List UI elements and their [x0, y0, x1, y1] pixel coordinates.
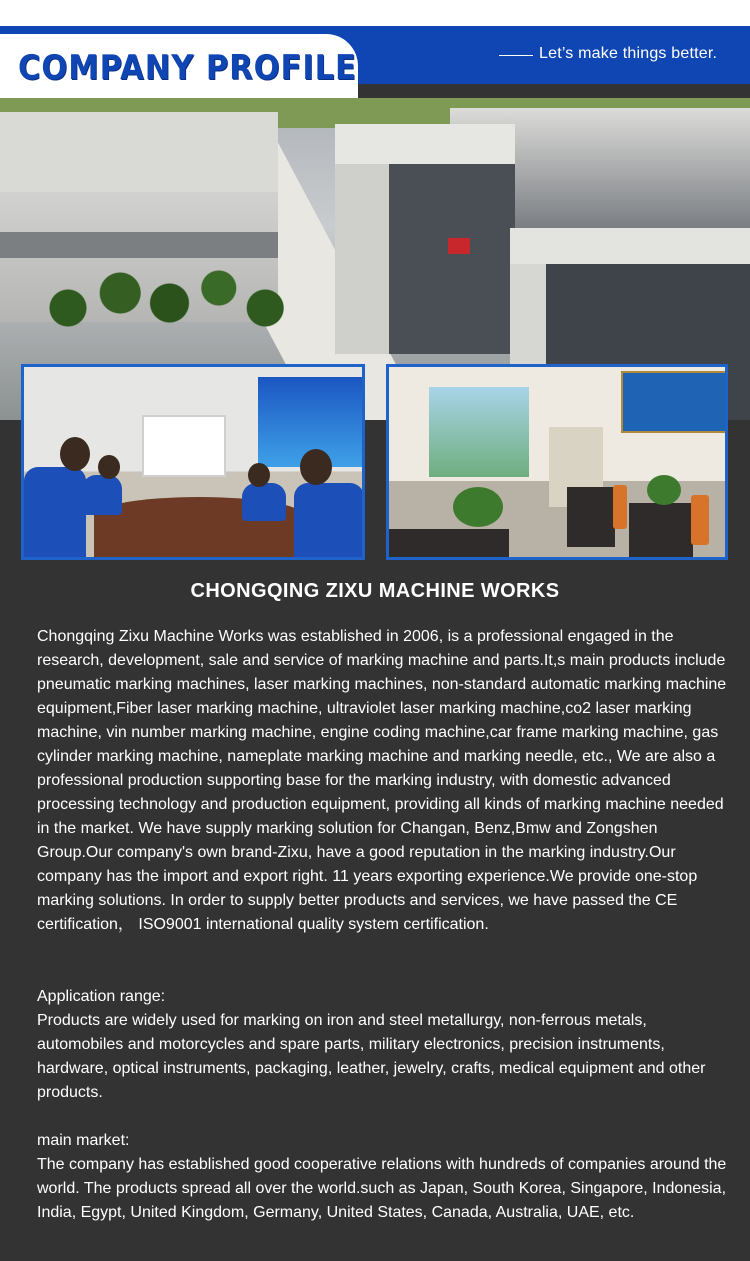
desk	[629, 503, 693, 557]
plant	[647, 475, 681, 505]
person-head	[98, 455, 120, 479]
chair	[691, 495, 709, 545]
market-heading: main market:	[37, 1132, 130, 1149]
application-heading: Application range:	[37, 988, 166, 1005]
building-logo	[448, 238, 470, 254]
projector-screen	[142, 415, 226, 477]
top-strip	[0, 0, 750, 26]
wall-sign	[621, 371, 728, 433]
plant	[453, 487, 503, 527]
office-photo	[386, 364, 728, 560]
roof	[0, 112, 278, 192]
person-head	[248, 463, 270, 487]
tagline-divider	[499, 55, 533, 56]
desk	[389, 529, 509, 560]
page-title: COMPANY PROFILE	[18, 48, 357, 88]
trees	[10, 248, 300, 348]
tagline: Let’s make things better.	[539, 45, 718, 62]
person	[24, 467, 86, 560]
desk	[567, 487, 615, 547]
company-intro: Chongqing Zixu Machine Works was established in 2006, is a professional engaged in the research, development, sale and service of marking machine and parts.It,s main products include pneumatic marking machines, laser marking machines, non-standard automatic marking machine equipment,Fiber laser marking machine, ultraviolet laser marking machine,co2 laser marking machine, vin number marking machine, engine coding machine,car frame marking machine, gas cylinder marking machine, nameplate marking machine and marking needle, etc., We are also a professional production supporting base for the marking industry, with domestic advanced processing technology and production equipment, providing all kinds of marking machine needed in the market. We have supply marking solution for Changan, Benz,Bmw and Zongshen Group.Our company's own brand-Zixu, have a good reputation in the marking industry.Our company has the import and export right. 11 years exporting experience.We provide one-stop marking solutions. In order to supply better products and services, we have passed the CE certification， ISO9001 international quality system certification.	[37, 628, 727, 933]
market-text: The company has established good cooperative relations with hundreds of companies around the world. The products spread all over the world.such as Japan, South Korea, Singapore, Indonesia, India, Egypt, United Kingdom, Germany, United States, Canada, Australia, UAE, etc.	[37, 1156, 727, 1221]
person	[294, 483, 364, 560]
person	[242, 483, 286, 521]
person-head	[60, 437, 90, 471]
window	[429, 387, 529, 477]
chair	[613, 485, 627, 529]
roof	[335, 124, 515, 164]
application-text: Products are widely used for marking on iron and steel metallurgy, non-ferrous metals, automobiles and motorcycles and spare parts, military electronics, precision instruments, hardware, optical instruments, packaging, leather, jewelry, crafts, medical equipment and other products.	[37, 1012, 706, 1101]
company-name-heading: CHONGQING ZIXU MACHINE WORKS	[190, 580, 560, 602]
roof	[510, 228, 750, 264]
person-head	[300, 449, 332, 485]
office-building	[335, 124, 515, 354]
person	[82, 475, 122, 515]
meeting-room-photo	[21, 364, 365, 560]
